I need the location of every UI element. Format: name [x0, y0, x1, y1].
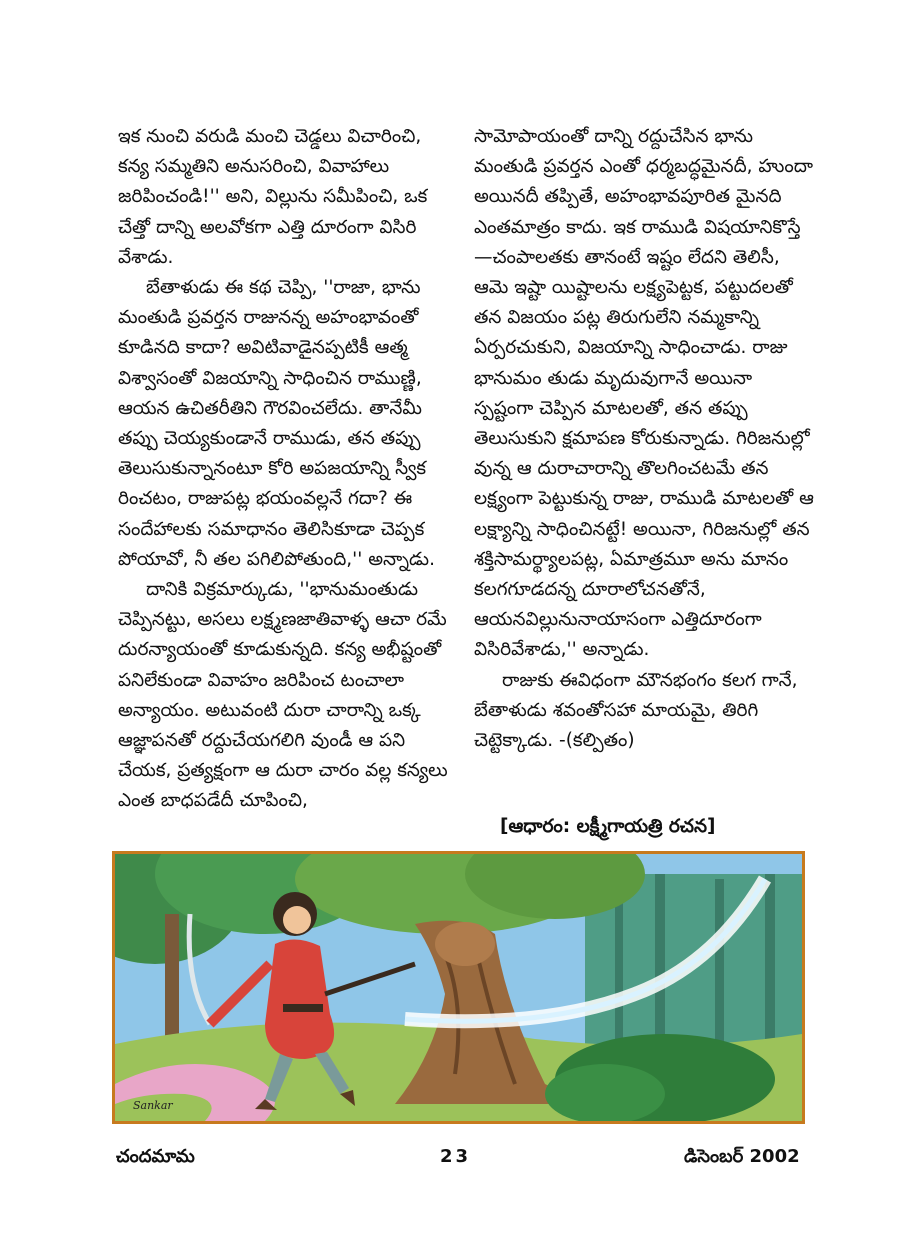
source-credit: [ఆధారం: లక్ష్మీగాయత్రి రచన] [500, 816, 716, 837]
footer-magazine-name: చందమామ [116, 1146, 195, 1167]
artist-signature: Sankar [133, 1099, 173, 1112]
paragraph: ఇక నుంచి వరుడి మంచి చెడ్డలు విచారించి, కన్య సమ్మతిని అనుసరించి, వివాహాలు జరిపించండి!'' అని, విల్లును సమీపించి, ఒక చేత్తో దాన్ని అలవోకగా ఎత్తి దూరంగా విసిరి వేశాడు. [118, 126, 428, 268]
paragraph: బేతాళుడు ఈ కథ చెప్పి, ''రాజా, భాను మంతుడి ప్రవర్తన రాజునన్న అహంభావంతో కూడినది కాదా? అవిటివాడైనప్పటికీ ఆత్మ విశ్వాసంతో విజయాన్ని సాధించిన రాముణ్ణి, ఆయన ఉచితరీతిని గౌరవించలేదు. తానేమీ తప్పు చెయ్యకుండానే రాముడు, తన తప్పు తెలుసుకున్నానంటూ కోరి అపజయాన్ని స్వీక రించటం, రాజుపట్ల భయంవల్లనే గదా? ఈ సందేహాలకు సమాధానం తెలిసికూడా చెప్పక పోయావో, నీ తల పగిలిపోతుంది,'' అన్నాడు. [118, 277, 435, 570]
illustration-art [115, 854, 802, 1121]
article-left-column [118, 122, 458, 817]
story-illustration [112, 851, 805, 1124]
article-right-column [474, 122, 814, 756]
paragraph: రాజుకు ఈవిధంగా మౌనభంగం కలగ గానే, బేతాళుడు శవంతోసహా మాయమై, తిరిగి చెట్టెక్కాడు. -(కల్పితం) [474, 669, 798, 752]
footer-page-number: 23 [440, 1146, 472, 1167]
paragraph: దానికి విక్రమార్కుడు, ''భానుమంతుడు చెప్పినట్టు, అసలు లక్ష్మణజాతివాళ్ళ ఆచా రమే దురన్యాయంతో కూడుకున్నది. కన్య అభీష్టంతో పనిలేకుండా వివాహం జరిపించ టంచాలా అన్యాయం. అటువంటి దురా చారాన్ని ఒక్క ఆజ్ఞాపనతో రద్దుచేయగలిగి వుండీ ఆ పని చేయక, ప్రత్యక్షంగా ఆ దురా చారం వల్ల కన్యలు ఎంత బాధపడేదీ చూపించి, [118, 579, 448, 812]
footer-issue-date: డిసెంబర్ 2002 [684, 1146, 800, 1167]
paragraph: సామోపాయంతో దాన్ని రద్దుచేసిన భాను మంతుడి ప్రవర్తన ఎంతో ధర్మబద్ధమైనదీ, హుందా అయినదీ తప్పితే, అహంభావపూరిత మైనది ఎంతమాత్రం కాదు. ఇక రాముడి విషయానికొస్తే—చంపాలతకు తానంటే ఇష్టం లేదని తెలిసీ, ఆమె ఇష్టా యిష్టాలను లక్ష్యపెట్టక, పట్టుదలతో తన విజయం పట్ల తిరుగులేని నమ్మకాన్ని ఏర్పరచుకుని, విజయాన్ని సాధించాడు. రాజు భానుమం తుడు మృదువుగానే అయినా స్పష్టంగా చెప్పిన మాటలతో, తన తప్పు తెలుసుకుని క్షమాపణ కోరుకున్నాడు. గిరిజనుల్లో వున్న ఆ దురాచారాన్ని తొలగించటమే తన లక్ష్యంగా పెట్టుకున్న రాజు, రాముడి మాటలతో ఆ లక్ష్యాన్ని సాధించినట్టే! అయినా, గిరిజనుల్లో తన శక్తిసామర్థ్యాలపట్ల, ఏమాత్రమూ అను మానం కలగగూడదన్న దూరాలోచనతోనే, ఆయనవిల్లునునాయాసంగా ఎత్తిదూరంగా విసిరివేశాడు,'' అన్నాడు. [474, 126, 814, 661]
